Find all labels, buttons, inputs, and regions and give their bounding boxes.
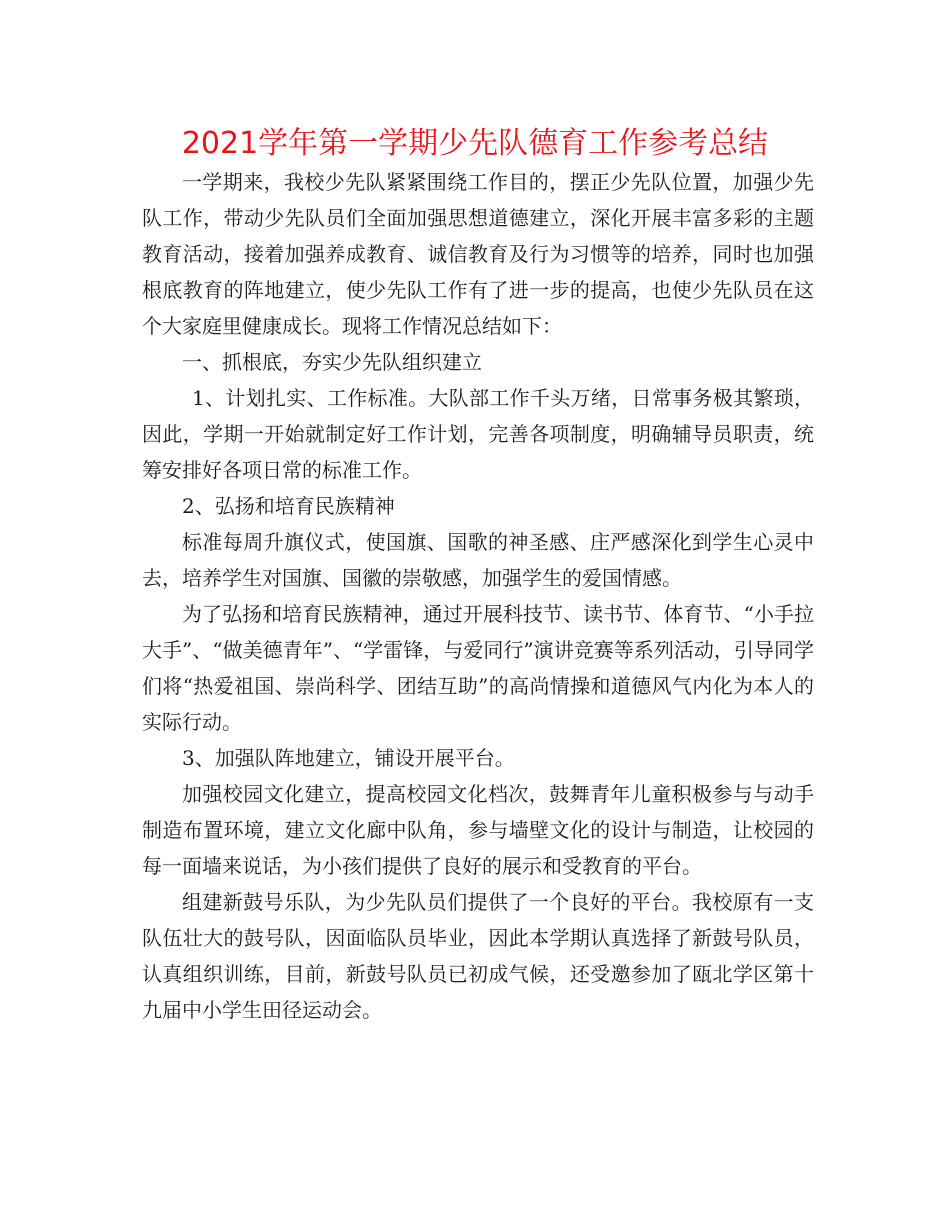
paragraph-flag-ceremony: 标准每周升旗仪式，使国旗、国歌的神圣感、庄严感深化到学生心灵中去，培养学生对国旗、国徽的崇敬感，加强学生的爱国情感。	[142, 530, 814, 590]
paragraph-drum-band: 组建新鼓号乐队，为少先队员们提供了一个良好的平台。我校原有一支队伍壮大的鼓号队，因面临队员毕业，因此本学期认真选择了新鼓号队员，认真组织训练，目前，新鼓号队员已初成气候，还受邀参加了瓯北学区第十九届中小学生田径运动会。	[142, 890, 814, 1022]
document-body	[142, 164, 814, 1028]
section-heading-1: 一、抓根底，夯实少先队组织建立	[182, 350, 482, 374]
subsection-heading-2: 2、弘扬和培育民族精神	[182, 494, 395, 518]
paragraph-national-spirit: 为了弘扬和培育民族精神，通过开展科技节、读书节、体育节、“小手拉大手”、“做美德青年”、“学雷锋，与爱同行”演讲竞赛等系列活动，引导同学们将“热爱祖国、崇尚科学、团结互助”的高尚情操和道德风气内化为本人的实际行动。	[142, 602, 814, 734]
subsection-heading-3: 3、加强队阵地建立，铺设开展平台。	[182, 746, 515, 770]
document-title: 2021学年第一学期少先队德育工作参考总结	[181, 126, 769, 161]
paragraph-plan: 1、计划扎实、工作标准。大队部工作千头万绪，日常事务极其繁琐，因此，学期一开始就制定好工作计划，完善各项制度，明确辅导员职责，统筹安排好各项日常的标准工作。	[142, 386, 814, 482]
paragraph-intro: 一学期来，我校少先队紧紧围绕工作目的，摆正少先队位置，加强少先队工作，带动少先队员们全面加强思想道德建立，深化开展丰富多彩的主题教育活动，接着加强养成教育、诚信教育及行为习惯等的培养，同时也加强根底教育的阵地建立，使少先队工作有了进一步的提高，也使少先队员在这个大家庭里健康成长。现将工作情况总结如下：	[142, 170, 814, 338]
paragraph-campus-culture: 加强校园文化建立，提高校园文化档次，鼓舞青年儿童积极参与与动手制造布置环境，建立文化廊中队角，参与墙壁文化的设计与制造，让校园的每一面墙来说话，为小孩们提供了良好的展示和受教育的平台。	[142, 782, 814, 878]
